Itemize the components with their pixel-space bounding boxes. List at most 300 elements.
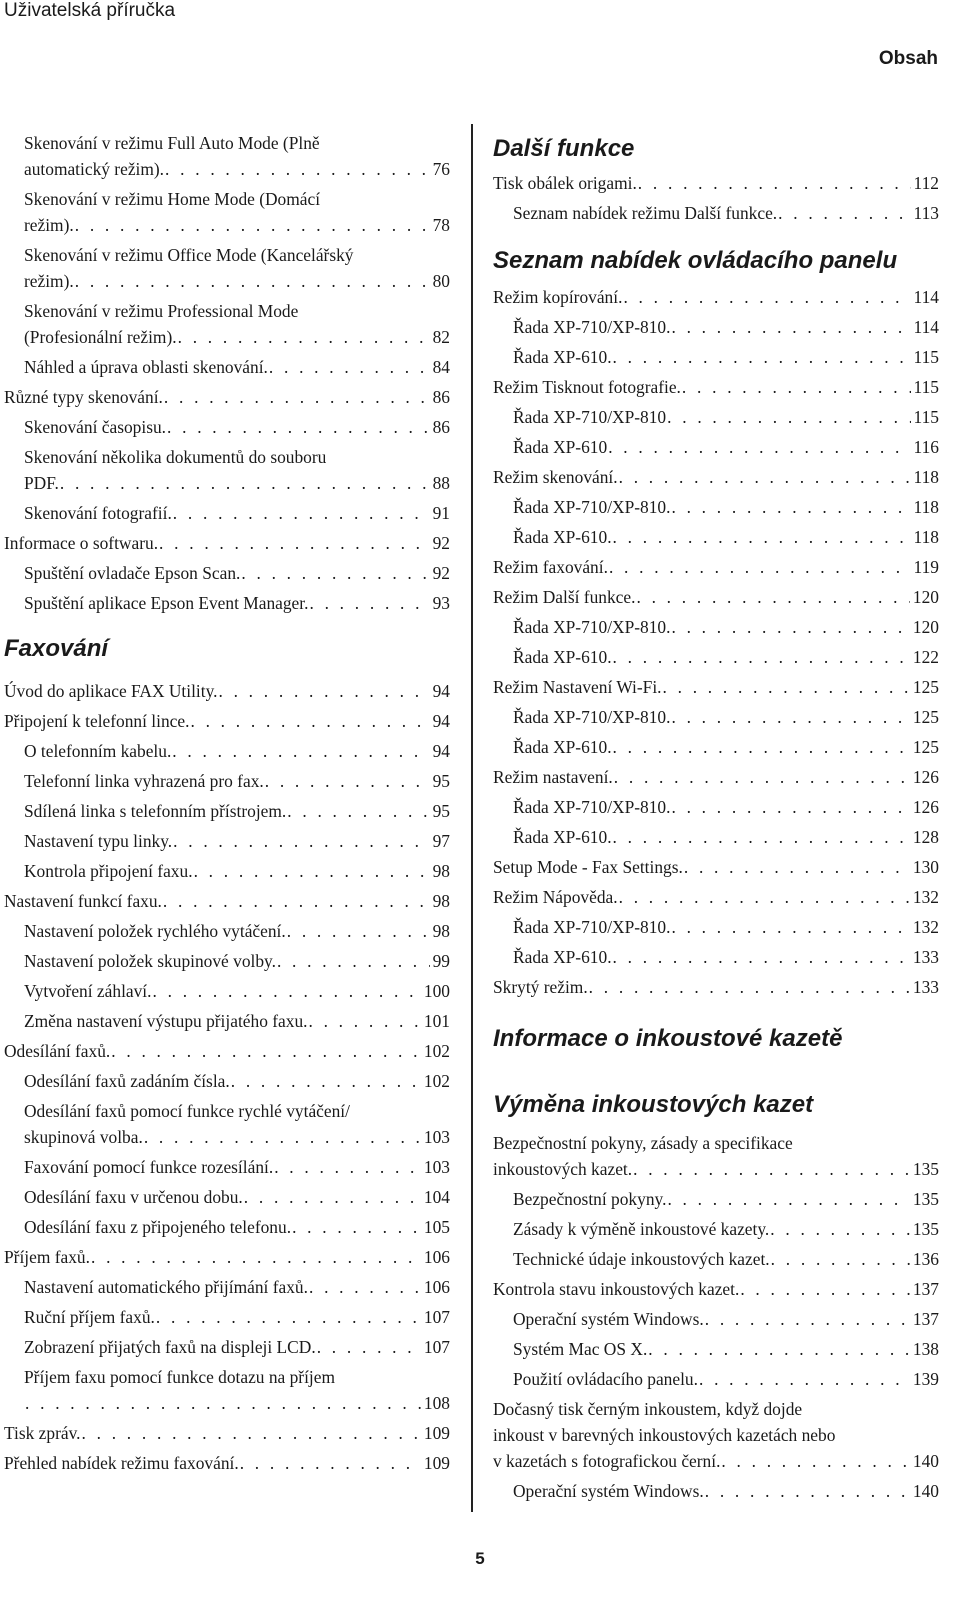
toc-entry-title: Režim Nápověda. bbox=[493, 887, 618, 907]
toc-entry-title: Řada XP-610 bbox=[513, 437, 608, 457]
toc-entry-page: 99 bbox=[432, 951, 450, 971]
toc-entry[interactable] bbox=[4, 888, 450, 914]
toc-entry-page: 115 bbox=[913, 347, 939, 367]
toc-entry-title: Řada XP-710/XP-810. bbox=[513, 917, 671, 937]
toc-entry[interactable] bbox=[4, 1184, 450, 1210]
dot-leader bbox=[292, 1214, 421, 1240]
toc-entry-page: 132 bbox=[912, 917, 939, 937]
dot-leader bbox=[173, 500, 430, 526]
toc-entry-page: 139 bbox=[912, 1369, 939, 1389]
section-heading: Faxování bbox=[4, 635, 109, 662]
toc-entry-title: O telefonním kabelu. bbox=[24, 741, 172, 761]
toc-entry-page: 94 bbox=[432, 741, 450, 761]
dot-leader bbox=[190, 708, 429, 734]
toc-entry-text-line: Skenování v režimu Office Mode (Kancelářský bbox=[24, 245, 354, 265]
dot-leader bbox=[178, 324, 430, 350]
toc-entry[interactable] bbox=[4, 948, 450, 974]
toc-entry[interactable] bbox=[493, 554, 939, 580]
section-title: Obsah bbox=[878, 48, 938, 69]
toc-entry-title: Zobrazení přijatých faxů na displeji LCD. bbox=[24, 1337, 316, 1357]
toc-entry[interactable] bbox=[493, 794, 939, 820]
toc-entry[interactable] bbox=[493, 314, 939, 340]
section-heading: Výměna inkoustových kazet bbox=[493, 1091, 814, 1118]
dot-leader bbox=[613, 524, 911, 550]
toc-entry-title: Změna nastavení výstupu přijatého faxu. bbox=[24, 1011, 308, 1031]
dot-leader bbox=[309, 590, 429, 616]
toc-entry[interactable] bbox=[4, 1304, 450, 1330]
toc-entry-page: 103 bbox=[423, 1127, 450, 1147]
dot-leader bbox=[75, 268, 430, 294]
toc-entry-page: 104 bbox=[423, 1187, 450, 1207]
dot-leader bbox=[667, 1186, 909, 1212]
toc-entry[interactable] bbox=[4, 414, 450, 440]
toc-entry-title: Technické údaje inkoustových kazet. bbox=[513, 1249, 770, 1269]
toc-entry-page: 140 bbox=[912, 1481, 939, 1501]
toc-entry[interactable] bbox=[493, 584, 939, 610]
dot-leader bbox=[60, 470, 430, 496]
dot-leader bbox=[265, 768, 430, 794]
toc-entry-page: 98 bbox=[432, 891, 450, 911]
toc-entry-page: 102 bbox=[423, 1041, 450, 1061]
toc-entry-page: 80 bbox=[432, 271, 450, 291]
toc-entry[interactable] bbox=[4, 678, 450, 704]
dot-leader bbox=[589, 974, 910, 1000]
toc-entry-title: Seznam nabídek režimu Další funkce. bbox=[513, 203, 778, 223]
toc-entry[interactable] bbox=[493, 644, 939, 670]
toc-entry-page: 106 bbox=[423, 1277, 450, 1297]
dot-leader bbox=[699, 1366, 910, 1392]
toc-entry-title: Faxování pomocí funkce rozesílání. bbox=[24, 1157, 274, 1177]
toc-entry-page: 107 bbox=[423, 1307, 450, 1327]
toc-entry-title: Přehled nabídek režimu faxování. bbox=[4, 1453, 239, 1473]
dot-leader bbox=[309, 1274, 421, 1300]
toc-entry-page: 130 bbox=[912, 857, 939, 877]
toc-entry-page: 119 bbox=[913, 557, 939, 577]
toc-entry-title: Tisk zpráv. bbox=[4, 1423, 81, 1443]
dot-leader bbox=[638, 170, 911, 196]
toc-entry-page: 125 bbox=[912, 707, 939, 727]
toc-entry[interactable] bbox=[493, 764, 939, 790]
toc-entry-page: 78 bbox=[432, 215, 450, 235]
dot-leader bbox=[218, 678, 429, 704]
toc-entry-title: Kontrola stavu inkoustových kazet. bbox=[493, 1279, 740, 1299]
toc-entry-text-line: Odesílání faxů pomocí funkce rychlé vytáčení/ bbox=[24, 1101, 350, 1121]
toc-entry-page: 138 bbox=[912, 1339, 939, 1359]
toc-entry[interactable] bbox=[493, 674, 939, 700]
document-title: Uživatelská příručka bbox=[4, 0, 176, 21]
toc-entry[interactable] bbox=[493, 734, 939, 760]
dot-leader bbox=[770, 1216, 910, 1242]
toc-entry[interactable] bbox=[4, 828, 450, 854]
page-number: 5 bbox=[475, 1549, 485, 1568]
dot-leader bbox=[269, 354, 430, 380]
toc-entry-title: Řada XP-610. bbox=[513, 527, 612, 547]
toc-entry-text-line: Skenování v režimu Home Mode (Domácí bbox=[24, 189, 321, 209]
toc-entry[interactable] bbox=[493, 614, 939, 640]
toc-entry-page: 107 bbox=[423, 1337, 450, 1357]
toc-entry-title: Spuštění aplikace Epson Event Manager. bbox=[24, 593, 309, 613]
toc-entry[interactable] bbox=[4, 1420, 450, 1446]
dot-leader bbox=[165, 156, 430, 182]
toc-entry[interactable] bbox=[4, 1450, 450, 1476]
dot-leader bbox=[671, 704, 909, 730]
toc-entry-page: 118 bbox=[913, 497, 939, 517]
dot-leader bbox=[172, 738, 429, 764]
toc-entry-page: 125 bbox=[912, 677, 939, 697]
toc-entry[interactable] bbox=[4, 1154, 450, 1180]
toc-entry[interactable] bbox=[4, 384, 450, 410]
dot-leader bbox=[608, 434, 910, 460]
toc-entry-page: 137 bbox=[912, 1309, 939, 1329]
toc-entry-title: v kazetách s fotografickou černí. bbox=[493, 1451, 721, 1471]
toc-entry-page: 98 bbox=[432, 921, 450, 941]
toc-entry[interactable] bbox=[493, 1276, 939, 1302]
toc-entry[interactable] bbox=[493, 374, 939, 400]
toc-entry-page: 132 bbox=[912, 887, 939, 907]
dot-leader bbox=[619, 464, 911, 490]
toc-entry-page: 103 bbox=[423, 1157, 450, 1177]
toc-right-column bbox=[493, 130, 939, 1508]
toc-entry[interactable] bbox=[4, 1038, 450, 1064]
toc-entry-page: 120 bbox=[912, 587, 939, 607]
toc-entry-page: 113 bbox=[913, 203, 939, 223]
toc-entry-title: Spuštění ovladače Epson Scan. bbox=[24, 563, 241, 583]
dot-leader bbox=[663, 674, 910, 700]
toc-entry-title: Odesílání faxů zadáním čísla. bbox=[24, 1071, 230, 1091]
toc-entry[interactable] bbox=[493, 974, 939, 1000]
toc-entry-page: 100 bbox=[423, 981, 450, 1001]
toc-entry-page: 135 bbox=[912, 1219, 939, 1239]
toc-entry[interactable] bbox=[4, 130, 450, 182]
toc-entry-title: Režim Tisknout fotografie. bbox=[493, 377, 681, 397]
dot-leader bbox=[613, 824, 910, 850]
toc-entry-page: 76 bbox=[432, 159, 450, 179]
toc-entry-page: 84 bbox=[432, 357, 450, 377]
toc-entry-page: 109 bbox=[423, 1423, 450, 1443]
toc-entry-title: Připojení k telefonní lince. bbox=[4, 711, 190, 731]
dot-leader bbox=[609, 554, 911, 580]
toc-entry-text-line: Příjem faxu pomocí funkce dotazu na příjem bbox=[24, 1367, 336, 1387]
toc-entry-page: 109 bbox=[423, 1453, 450, 1473]
toc-entry[interactable] bbox=[4, 798, 450, 824]
toc-entry-title: inkoustových kazet. bbox=[493, 1159, 633, 1179]
toc-entry-title: Tisk obálek origami. bbox=[493, 173, 637, 193]
toc-entry-page: 94 bbox=[432, 711, 450, 731]
toc-entry-title: Režim skenování. bbox=[493, 467, 618, 487]
toc-left-column bbox=[4, 130, 450, 1480]
toc-entry-title: Náhled a úprava oblasti skenování. bbox=[24, 357, 268, 377]
dot-leader bbox=[771, 1246, 910, 1272]
dot-leader bbox=[274, 1154, 421, 1180]
dot-leader bbox=[75, 212, 430, 238]
toc-entry-page: 115 bbox=[913, 407, 939, 427]
dot-leader bbox=[613, 344, 911, 370]
dot-leader bbox=[633, 1156, 910, 1182]
toc-entry-page: 86 bbox=[432, 417, 450, 437]
toc-entry-page: 126 bbox=[912, 797, 939, 817]
dot-leader bbox=[671, 314, 910, 340]
toc-entry-page: 120 bbox=[912, 617, 939, 637]
toc-entry-title: Řada XP-710/XP-810 bbox=[513, 407, 667, 427]
dot-leader bbox=[740, 1276, 910, 1302]
toc-entry-title: režim). bbox=[24, 215, 74, 235]
dot-leader bbox=[671, 614, 909, 640]
toc-entry[interactable] bbox=[493, 434, 939, 460]
toc-entry-title: Řada XP-710/XP-810. bbox=[513, 617, 671, 637]
toc-entry-page: 135 bbox=[912, 1189, 939, 1209]
toc-entry[interactable] bbox=[493, 944, 939, 970]
toc-entry-page: 102 bbox=[423, 1071, 450, 1091]
toc-entry[interactable] bbox=[493, 1366, 939, 1392]
toc-entry[interactable] bbox=[493, 914, 939, 940]
toc-entry-title: Úvod do aplikace FAX Utility. bbox=[4, 681, 218, 701]
toc-entry-page: 115 bbox=[913, 377, 939, 397]
toc-entry[interactable] bbox=[493, 1336, 939, 1362]
toc-entry-title: (Profesionální režim). bbox=[24, 327, 177, 347]
dot-leader bbox=[778, 200, 910, 226]
toc-entry[interactable] bbox=[4, 738, 450, 764]
toc-entry[interactable] bbox=[4, 1364, 450, 1416]
toc-entry-title: Řada XP-610. bbox=[513, 947, 612, 967]
dot-leader bbox=[240, 1450, 421, 1476]
toc-entry-title: Režim nastavení. bbox=[493, 767, 613, 787]
dot-leader bbox=[317, 1334, 421, 1360]
toc-entry-title: Nastavení typu linky. bbox=[24, 831, 173, 851]
toc-entry-page: 101 bbox=[423, 1011, 450, 1031]
toc-entry-page: 135 bbox=[912, 1159, 939, 1179]
dot-leader bbox=[173, 828, 429, 854]
toc-entry-title: Skenování fotografií. bbox=[24, 503, 172, 523]
toc-entry-text-line: Skenování několika dokumentů do souboru bbox=[24, 447, 327, 467]
toc-entry[interactable] bbox=[493, 1186, 939, 1212]
dot-leader bbox=[308, 1008, 420, 1034]
toc-entry-title: Bezpečnostní pokyny. bbox=[513, 1189, 667, 1209]
toc-entry[interactable] bbox=[493, 854, 939, 880]
toc-entry[interactable] bbox=[493, 1306, 939, 1332]
toc-entry-page: 82 bbox=[432, 327, 450, 347]
dot-leader bbox=[671, 914, 909, 940]
dot-leader bbox=[705, 1478, 910, 1504]
toc-entry[interactable] bbox=[493, 704, 939, 730]
section-heading: Seznam nabídek ovládacího panelu bbox=[493, 247, 898, 274]
toc-entry-page: 105 bbox=[423, 1217, 450, 1237]
toc-entry-title: Použití ovládacího panelu. bbox=[513, 1369, 698, 1389]
dot-leader bbox=[244, 1184, 421, 1210]
toc-entry-page: 97 bbox=[432, 831, 450, 851]
toc-entry[interactable] bbox=[493, 1130, 939, 1182]
dot-leader bbox=[231, 1068, 421, 1094]
toc-entry[interactable] bbox=[493, 170, 939, 196]
toc-entry[interactable] bbox=[4, 500, 450, 526]
toc-entry-title: PDF. bbox=[24, 473, 59, 493]
toc-entry-title: Řada XP-710/XP-810. bbox=[513, 797, 671, 817]
toc-entry-title: Setup Mode - Fax Settings. bbox=[493, 857, 683, 877]
toc-entry-page: 92 bbox=[432, 563, 450, 583]
toc-entry-page: 140 bbox=[912, 1451, 939, 1471]
toc-entry-text-line: inkoust v barevných inkoustových kazetách nebo bbox=[493, 1425, 836, 1445]
dot-leader bbox=[164, 384, 430, 410]
toc-entry-page: 88 bbox=[432, 473, 450, 493]
toc-entry[interactable] bbox=[4, 768, 450, 794]
toc-entry-page: 114 bbox=[913, 287, 939, 307]
toc-entry[interactable] bbox=[4, 1334, 450, 1360]
toc-entry-page: 133 bbox=[912, 977, 939, 997]
toc-entry-page: 118 bbox=[913, 467, 939, 487]
dot-leader bbox=[619, 884, 910, 910]
toc-entry-title: Režim kopírování. bbox=[493, 287, 623, 307]
column-divider bbox=[471, 124, 473, 1512]
toc-entry[interactable] bbox=[493, 284, 939, 310]
dot-leader bbox=[667, 404, 910, 430]
toc-entry-title: Sdílená linka s telefonním přístrojem. bbox=[24, 801, 287, 821]
toc-entry-title: Příjem faxů. bbox=[4, 1247, 90, 1267]
toc-entry-page: 86 bbox=[432, 387, 450, 407]
dot-leader bbox=[144, 1124, 421, 1150]
toc-entry-title: Různé typy skenování. bbox=[4, 387, 163, 407]
toc-entry-page: 116 bbox=[913, 437, 939, 457]
toc-entry-title: Nastavení položek skupinové volby. bbox=[24, 951, 276, 971]
toc-entry-title: režim). bbox=[24, 271, 74, 291]
dot-leader bbox=[111, 1038, 421, 1064]
toc-entry[interactable] bbox=[493, 884, 939, 910]
toc-entry[interactable] bbox=[493, 344, 939, 370]
toc-entry-page: 108 bbox=[423, 1393, 450, 1413]
toc-entry[interactable] bbox=[4, 186, 450, 238]
toc-entry[interactable] bbox=[4, 444, 450, 496]
toc-entry-title: Řada XP-710/XP-810. bbox=[513, 497, 671, 517]
dot-leader bbox=[613, 944, 910, 970]
toc-entry-title: Skrytý režim. bbox=[493, 977, 588, 997]
toc-entry-title: Skenování časopisu. bbox=[24, 417, 167, 437]
toc-entry[interactable] bbox=[493, 524, 939, 550]
toc-entry-title: Nastavení funkcí faxu. bbox=[4, 891, 162, 911]
toc-entry-text-line: Dočasný tisk černým inkoustem, když dojde bbox=[493, 1399, 803, 1419]
toc-entry-title: Řada XP-610. bbox=[513, 737, 612, 757]
toc-entry-page: 95 bbox=[432, 771, 450, 791]
toc-entry-title: Ruční příjem faxů. bbox=[24, 1307, 155, 1327]
toc-entry-page: 92 bbox=[432, 533, 450, 553]
toc-entry-page: 126 bbox=[912, 767, 939, 787]
toc-entry-page: 128 bbox=[912, 827, 939, 847]
toc-entry[interactable] bbox=[4, 1008, 450, 1034]
toc-entry[interactable] bbox=[493, 1478, 939, 1504]
toc-entry[interactable] bbox=[493, 1216, 939, 1242]
toc-entry[interactable] bbox=[4, 978, 450, 1004]
toc-entry-title: Řada XP-610. bbox=[513, 647, 612, 667]
toc-entry[interactable] bbox=[4, 590, 450, 616]
toc-entry-title: Kontrola připojení faxu. bbox=[24, 861, 193, 881]
toc-entry-title: Řada XP-710/XP-810. bbox=[513, 707, 671, 727]
toc-entry[interactable] bbox=[493, 200, 939, 226]
toc-entry-title: Systém Mac OS X. bbox=[513, 1339, 648, 1359]
toc-entry-title: Zásady k výměně inkoustové kazety. bbox=[513, 1219, 770, 1239]
toc-entry-text-line: Skenování v režimu Full Auto Mode (Plně bbox=[24, 133, 320, 153]
toc-entry[interactable] bbox=[493, 824, 939, 850]
dot-leader bbox=[194, 858, 430, 884]
toc-entry[interactable] bbox=[4, 1068, 450, 1094]
toc-entry-title: Nastavení automatického přijímání faxů. bbox=[24, 1277, 308, 1297]
toc-entry-page: 98 bbox=[432, 861, 450, 881]
dot-leader bbox=[613, 644, 910, 670]
toc-entry-page: 137 bbox=[912, 1279, 939, 1299]
toc-entry-title: Nastavení položek rychlého vytáčení. bbox=[24, 921, 286, 941]
toc-entry-page: 133 bbox=[912, 947, 939, 967]
dot-leader bbox=[648, 1336, 910, 1362]
toc-entry-title: Režim Nastavení Wi-Fi. bbox=[493, 677, 662, 697]
dot-leader bbox=[277, 948, 430, 974]
dot-leader bbox=[167, 414, 430, 440]
toc-entry[interactable] bbox=[4, 242, 450, 294]
toc-entry-title: Operační systém Windows. bbox=[513, 1481, 704, 1501]
toc-entry-title: skupinová volba. bbox=[24, 1127, 143, 1147]
toc-entry-page: 95 bbox=[432, 801, 450, 821]
dot-leader bbox=[623, 284, 910, 310]
toc-entry-title: Odesílání faxů. bbox=[4, 1041, 111, 1061]
dot-leader bbox=[721, 1448, 909, 1474]
toc-entry-page: 125 bbox=[912, 737, 939, 757]
dot-leader bbox=[156, 1304, 421, 1330]
toc-entry[interactable] bbox=[493, 1396, 939, 1474]
section-heading: Informace o inkoustové kazetě bbox=[493, 1025, 843, 1052]
toc-entry[interactable] bbox=[4, 354, 450, 380]
toc-entry-page: 118 bbox=[913, 527, 939, 547]
dot-leader bbox=[91, 1244, 421, 1270]
dot-leader bbox=[82, 1420, 421, 1446]
toc-entry-title: Telefonní linka vyhrazená pro fax. bbox=[24, 771, 264, 791]
toc-entry[interactable] bbox=[4, 1244, 450, 1270]
dot-leader bbox=[684, 854, 910, 880]
toc-entry[interactable] bbox=[4, 1214, 450, 1240]
toc-entry-page: 114 bbox=[913, 317, 939, 337]
dot-leader bbox=[614, 764, 910, 790]
dot-leader bbox=[636, 584, 909, 610]
toc-entry[interactable] bbox=[4, 560, 450, 586]
toc-entry[interactable] bbox=[493, 1246, 939, 1272]
toc-entry[interactable] bbox=[4, 1274, 450, 1300]
toc-entry-title: Režim faxování. bbox=[493, 557, 608, 577]
toc-entry-title: Řada XP-610. bbox=[513, 827, 612, 847]
toc-entry-page: 122 bbox=[912, 647, 939, 667]
toc-entry-page: 94 bbox=[432, 681, 450, 701]
toc-entry-page: 136 bbox=[912, 1249, 939, 1269]
toc-entry-page: 106 bbox=[423, 1247, 450, 1267]
toc-entry-title: Odesílání faxu v určenou dobu. bbox=[24, 1187, 243, 1207]
toc-entry[interactable] bbox=[4, 858, 450, 884]
section-heading: Další funkce bbox=[493, 135, 635, 162]
toc-entry[interactable] bbox=[4, 918, 450, 944]
toc-entry-page: 112 bbox=[913, 173, 939, 193]
dot-leader bbox=[287, 798, 429, 824]
dot-leader bbox=[682, 374, 911, 400]
toc-entry[interactable] bbox=[4, 1098, 450, 1150]
toc-entry[interactable] bbox=[493, 404, 939, 430]
dot-leader bbox=[287, 918, 430, 944]
toc-entry[interactable] bbox=[4, 708, 450, 734]
dot-leader bbox=[163, 888, 430, 914]
toc-entry[interactable] bbox=[4, 530, 450, 556]
toc-entry[interactable] bbox=[493, 464, 939, 490]
toc-entry[interactable] bbox=[493, 494, 939, 520]
dot-leader bbox=[671, 494, 910, 520]
dot-leader bbox=[671, 794, 909, 820]
toc-entry[interactable] bbox=[4, 298, 450, 350]
toc-entry-title: Vytvoření záhlaví. bbox=[24, 981, 152, 1001]
dot-leader bbox=[159, 530, 430, 556]
toc-entry-text-line: Bezpečnostní pokyny, zásady a specifikace bbox=[493, 1133, 793, 1153]
dot-leader bbox=[25, 1390, 421, 1416]
toc-entry-page: 93 bbox=[432, 593, 450, 613]
toc-entry-title: automatický režim). bbox=[24, 159, 165, 179]
